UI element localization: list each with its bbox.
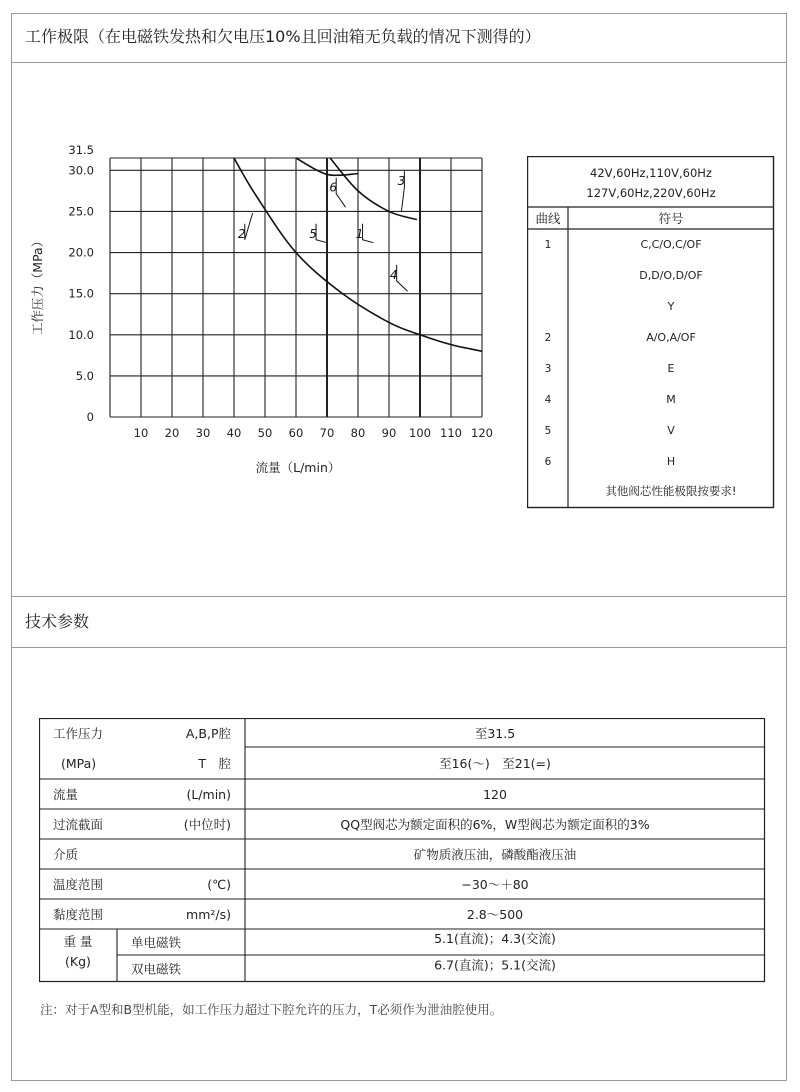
symbol-table-curve: 5: [544, 425, 552, 437]
symbol-table-curve: 1: [544, 239, 552, 251]
param-label: 工作压力: [53, 726, 104, 741]
chart-curve-label-1: 1: [355, 226, 364, 241]
param-value: 矿物质液压油，磷酸酯液压油: [413, 847, 577, 862]
symbol-table-symbol: V: [667, 424, 675, 437]
symbol-table-col-symbol: 符号: [658, 211, 684, 226]
param-value: 6.7(直流)；5.1(交流): [434, 957, 556, 973]
chart-x-tick-label: 100: [409, 426, 431, 440]
param-value: 120: [483, 787, 507, 802]
chart-y-tick-label: 20.0: [68, 245, 94, 260]
chart-x-tick-label: 90: [381, 426, 397, 440]
chart-y-label: 工作压力（MPa）: [30, 234, 45, 336]
param-sub: T 腔: [198, 756, 231, 771]
chart-y-tick-label: 25.0: [68, 204, 94, 219]
param-label: 介质: [53, 847, 79, 862]
chart-curve-leader-2: [245, 213, 253, 240]
chart-curve-labels: [238, 171, 408, 291]
chart-y-tick-label: 31.5: [68, 143, 94, 157]
param-label: 温度范围: [53, 877, 104, 892]
chart-curve-label-6: 6: [329, 180, 338, 195]
chart-curve-label-5: 5: [309, 226, 317, 241]
param-label: 流量: [53, 787, 79, 802]
param-label-weight: 重 量: [63, 934, 93, 949]
param-value: 2.8～500: [466, 907, 524, 922]
symbol-table-curve: 4: [544, 394, 552, 406]
symbol-table-symbol: H: [666, 455, 676, 468]
symbol-table-footer: 其他阀芯性能极限按要求!: [605, 484, 737, 498]
symbol-table-curve: 3: [544, 363, 552, 375]
chart-x-tick-label: 10: [133, 426, 149, 440]
param-label: 过流截面: [53, 817, 104, 832]
pressure-flow-chart: [20, 130, 500, 490]
symbol-table-symbol: Y: [667, 300, 675, 313]
param-value: 至31.5: [474, 726, 516, 741]
param-value: −30～＋80: [461, 877, 529, 892]
chart-x-tick-label: 30: [195, 426, 211, 440]
tech-section-title: 技术参数: [11, 596, 787, 648]
chart-x-tick-label: 60: [288, 426, 304, 440]
chart-curve-label-2: 2: [237, 226, 246, 241]
chart-x-label: 流量（L/min）: [255, 460, 341, 475]
chart-curve-label-4: 4: [389, 267, 398, 282]
chart-y-tick-label: 0: [86, 410, 94, 424]
param-sub: 单电磁铁: [131, 935, 182, 950]
param-label: (MPa): [61, 756, 97, 771]
symbol-table-curve: 2: [544, 332, 552, 344]
chart-x-tick-label: 40: [226, 426, 242, 440]
chart-y-tick-label: 15.0: [68, 286, 94, 301]
symbol-table-header-2: 127V,60Hz,220V,60Hz: [586, 186, 716, 200]
param-sub: (中位时): [183, 817, 231, 832]
curve-symbol-table: [527, 156, 775, 509]
chart-grid: [110, 158, 482, 417]
symbol-table-symbol: E: [667, 362, 675, 375]
chart-curve-leader-1: [363, 224, 374, 243]
chart-x-tick-label: 20: [164, 426, 180, 440]
symbol-table-symbol: A/O,A/OF: [646, 331, 696, 344]
param-label-weight-unit: (Kg): [65, 954, 91, 969]
param-sub: mm²/s): [186, 907, 231, 922]
chart-y-tick-label: 5.0: [75, 368, 94, 383]
param-sub: 双电磁铁: [131, 961, 182, 977]
param-label: 黏度范围: [53, 907, 104, 922]
symbol-table-col-curve: 曲线: [535, 211, 561, 226]
chart-y-tick-label: 10.0: [68, 327, 94, 342]
symbol-table-symbol: M: [666, 393, 676, 406]
chart-y-tick-label: 30.0: [68, 163, 94, 178]
limits-section-title: 工作极限（在电磁铁发热和欠电压10%且回油箱无负载的情况下测得的）: [11, 13, 787, 63]
chart-curve-leader-6: [336, 178, 345, 208]
chart-x-tick-label: 110: [440, 426, 462, 440]
param-sub: A,B,P腔: [185, 726, 231, 741]
param-sub: (L/min): [186, 787, 231, 802]
footnote: 注：对于A型和B型机能，如工作压力超过下腔允许的压力，T必须作为泄油腔使用。: [40, 1002, 503, 1017]
chart-x-tick-label: 120: [471, 426, 493, 440]
symbol-table-header-1: 42V,60Hz,110V,60Hz: [590, 166, 712, 180]
chart-x-tick-label: 50: [257, 426, 273, 440]
param-value: 5.1(直流)；4.3(交流): [434, 931, 556, 946]
chart-ticks: [68, 143, 493, 440]
technical-parameters-table: [39, 718, 766, 983]
chart-curve-label-3: 3: [397, 174, 406, 189]
chart-x-tick-label: 70: [319, 426, 335, 440]
symbol-table-symbol: D,D/O,D/OF: [639, 269, 703, 282]
param-sub: (℃): [207, 877, 231, 892]
symbol-table-symbol: C,C/O,C/OF: [640, 238, 702, 251]
chart-x-tick-label: 80: [350, 426, 366, 440]
chart-curve-leader-5: [316, 224, 327, 243]
param-value: 至16(～) 至21(=): [439, 756, 551, 771]
chart-curve-leader-4: [397, 265, 408, 291]
symbol-table-curve: 6: [544, 456, 552, 468]
param-value: QQ型阀芯为额定面积的6%，W型阀芯为额定面积的3%: [340, 817, 650, 832]
